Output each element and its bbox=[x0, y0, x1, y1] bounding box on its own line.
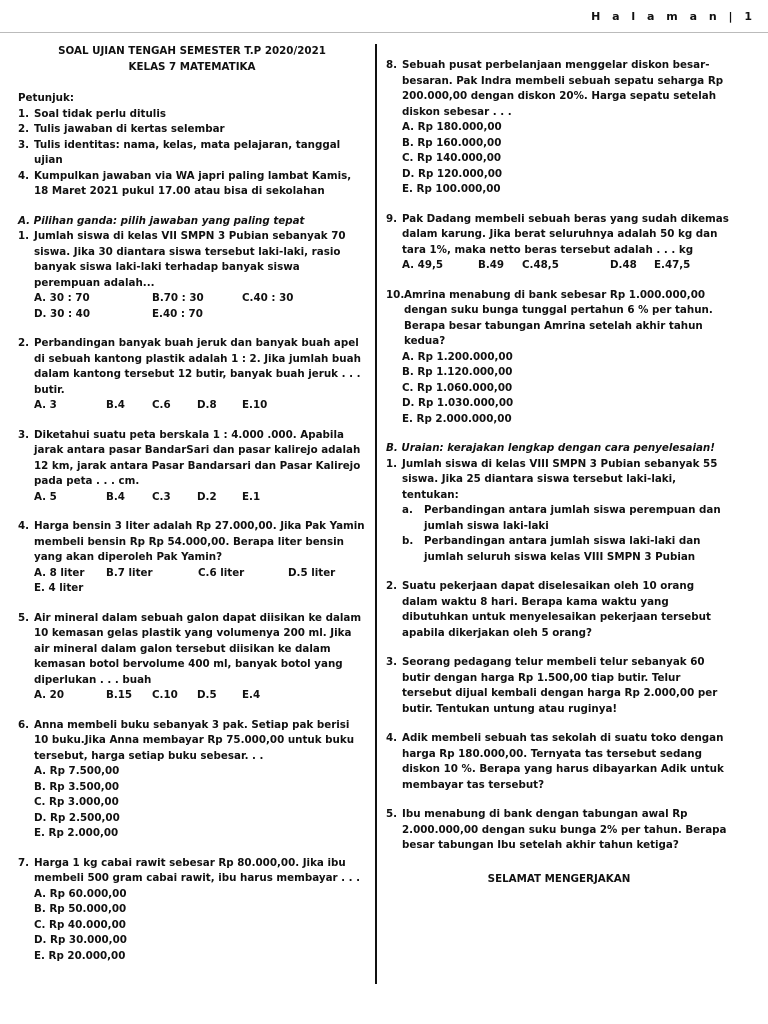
option-a: A. 3 bbox=[34, 399, 57, 411]
left-column bbox=[18, 44, 366, 964]
option-d: D.2 bbox=[197, 490, 217, 503]
option-c: C.10 bbox=[152, 689, 178, 701]
question-text: Harga bensin 3 liter adalah Rp 27.000,00. Jika Pak Yamin membeli bensin Rp Rp 54.000,00. Berapa liter bensin yang akan diperoleh Pak Yamin? bbox=[34, 520, 365, 563]
section-b-heading: B. Uraian: kerajakan lengkap dengan cara penyelesaian! bbox=[386, 442, 715, 454]
option-d: D. Rp 120.000,00 bbox=[402, 167, 503, 180]
question-text: Air mineral dalam sebuah galon dapat diisikan ke dalam 10 kemasan gelas plastik yang volumenya 200 ml. Jika air mineral dalam galon tersebut diisikan ke dalam kemasan botol bervolume 400 ml, banyak botol yang diperlukan . . . buah bbox=[34, 611, 362, 686]
option-a: A. 5 bbox=[34, 490, 57, 503]
option-b: B.49 bbox=[478, 259, 505, 271]
option-a: A. 49,5 bbox=[402, 259, 444, 271]
option-d: D.8 bbox=[197, 399, 217, 411]
option-d: D.5 liter bbox=[288, 566, 336, 579]
exam-subtitle: KELAS 7 MATEMATIKA bbox=[128, 60, 256, 73]
question-text: Suatu pekerjaan dapat diselesaikan oleh 10 orang dalam waktu 8 hari. Berapa kama waktu yang dibutuhkan untuk menyelesaikan pekerjaan tersebut apabila dikerjakan oleh 5 orang? bbox=[402, 580, 711, 639]
question-text: Seorang pedagang telur membeli telur sebanyak 60 butir dengan harga Rp 1.500,00 tiap butir. Telur tersebut dijual kembali dengan harga Rp 2.000,00 per butir. Tentukan untung atau ruginya! bbox=[402, 656, 718, 715]
option-c: C.3 bbox=[152, 490, 171, 503]
question-3: 3. Diketahui suatu peta berskala 1 : 4.000 .000. Apabila jarak antara pasar BandarSari dan pasar kalirejo adalah 12 km, jarak antara Pasar Bandarsari dan Pasar Kalirejo pada peta . . . cm. A. 5 B.4 C.3 D.2 E.1 bbox=[18, 428, 366, 506]
option-a: A. Rp 180.000,00 bbox=[402, 121, 502, 133]
closing-text: SELAMAT MENGERJAKAN bbox=[487, 872, 631, 885]
instruction-item: 2. Tulis jawaban di kertas selembar bbox=[18, 123, 225, 135]
question-2: 2. Perbandingan banyak buah jeruk dan banyak buah apel di sebuah kantong plastik adalah 1 : 2. Jika jumlah buah dalam kantong tersebut 12 butir, banyak buah jeruk . . . butir. A. 3 B.4 C.6 D.8 E.10 bbox=[18, 336, 366, 414]
option-b: B. Rp 50.000,00 bbox=[34, 903, 127, 915]
essay-subitem-a: a. Perbandingan antara jumlah siswa perempuan dan jumlah siswa laki-laki bbox=[402, 504, 721, 532]
option-c: C.6 liter bbox=[198, 566, 245, 579]
option-e: E. 4 liter bbox=[34, 582, 84, 594]
question-text: Jumlah siswa di kelas VIII SMPN 3 Pubian sebanyak 55 siswa. Jika 25 diantara siswa tersebut laki-laki, tentukan: bbox=[402, 457, 718, 501]
option-b: B.4 bbox=[106, 399, 125, 411]
option-a: A. Rp 1.200.000,00 bbox=[402, 350, 513, 363]
instruction-item: 4. Kumpulkan jawaban via WA japri paling lambat Kamis, 18 Maret 2021 pukul 17.00 atau bisa di sekolahan bbox=[18, 169, 352, 197]
question-9: 9. Pak Dadang membeli sebuah beras yang sudah dikemas dalam karung. Jika berat seluruhnya adalah 50 kg dan tara 1%, maka netto beras tersebut adalah . . . kg A. 49,5 B.49 C.48,5 D.48 E.47,5 bbox=[386, 212, 732, 274]
option-b: B. Rp 160.000,00 bbox=[402, 136, 502, 149]
option-c: C. Rp 140.000,00 bbox=[402, 152, 502, 164]
answer-options bbox=[18, 490, 366, 506]
option-b: B.15 bbox=[106, 689, 133, 701]
option-e: E. Rp 2.000.000,00 bbox=[402, 412, 512, 425]
option-c: C. Rp 1.060.000,00 bbox=[402, 381, 513, 394]
instructions-title: Petunjuk: bbox=[18, 92, 74, 104]
question-text: Harga 1 kg cabai rawit sebesar Rp 80.000,00. Jika ibu membeli 500 gram cabai rawit, ibu harus membayar . . . bbox=[34, 856, 361, 884]
option-d: D. Rp 30.000,00 bbox=[34, 934, 127, 946]
question-6: 6. Anna membeli buku sebanyak 3 pak. Setiap pak berisi 10 buku.Jika Anna membayar Rp 75.000,00 untuk buku tersebut, harga setiap buku sebesar. . . A. Rp 7.500,00 B. Rp 3.500,00 C. Rp 3.000,00 D. Rp 2.500,00 E. Rp 2.000,00 bbox=[18, 718, 366, 842]
answer-options bbox=[18, 398, 366, 414]
question-text: Amrina menabung di bank sebesar Rp 1.000.000,00 dengan suku bunga tunggal pertahun 6 % per tahun. Berapa besar tabungan Amrina setelah akhir tahun kedua? bbox=[404, 288, 713, 347]
instructions-list bbox=[18, 107, 366, 200]
essay-1: 1. Jumlah siswa di kelas VIII SMPN 3 Pubian sebanyak 55 siswa. Jika 25 diantara siswa tersebut laki-laki, tentukan: a. Perbandingan antara jumlah siswa perempuan dan jumlah siswa laki-laki b. Perbandingan antara jumlah siswa laki-laki dan jumlah seluruh siswa kelas VIII SMPN 3 Pubian bbox=[386, 457, 732, 566]
option-c: C.40 : 30 bbox=[242, 292, 294, 304]
question-text: Adik membeli sebuah tas sekolah di suatu toko dengan harga Rp 180.000,00. Ternyata tas tersebut sedang diskon 10 %. Berapa yang harus dibayarkan Adik untuk membayar tas tersebut? bbox=[402, 732, 724, 791]
option-d: D.48 bbox=[610, 259, 637, 271]
question-text: Sebuah pusat perbelanjaan menggelar diskon besar-besaran. Pak Indra membeli sebuah sepatu seharga Rp 200.000,00 dengan diskon 20%. Harga sepatu setelah diskon sebesar . . . bbox=[402, 59, 724, 118]
section-a-heading: A. Pilihan ganda: pilih jawaban yang paling tepat bbox=[18, 214, 305, 227]
option-b: B. Rp 1.120.000,00 bbox=[402, 366, 513, 378]
option-d: D. Rp 1.030.000,00 bbox=[402, 397, 514, 409]
option-b: B.7 liter bbox=[106, 566, 153, 579]
question-4: 4. Harga bensin 3 liter adalah Rp 27.000,00. Jika Pak Yamin membeli bensin Rp Rp 54.000,00. Berapa liter bensin yang akan diperoleh Pak Yamin? A. 8 liter B.7 liter C.6 liter D.5 liter E. 4 liter bbox=[18, 519, 366, 597]
option-e: E.1 bbox=[242, 490, 261, 503]
answer-options bbox=[18, 566, 366, 582]
option-d: D. 30 : 40 bbox=[34, 307, 90, 320]
essay-4: 4. Adik membeli sebuah tas sekolah di suatu toko dengan harga Rp 180.000,00. Ternyata tas tersebut sedang diskon 10 %. Berapa yang harus dibayarkan Adik untuk membayar tas tersebut? bbox=[386, 731, 732, 793]
essay-3: 3. Seorang pedagang telur membeli telur sebanyak 60 butir dengan harga Rp 1.500,00 tiap butir. Telur tersebut dijual kembali dengan harga Rp 2.000,00 per butir. Tentukan untung atau ruginya! bbox=[386, 655, 732, 717]
option-b: B.70 : 30 bbox=[152, 292, 204, 304]
option-e: E.4 bbox=[242, 689, 261, 701]
option-c: C. Rp 40.000,00 bbox=[34, 918, 126, 931]
option-e: E. Rp 20.000,00 bbox=[34, 949, 126, 962]
option-c: C.48,5 bbox=[522, 259, 559, 271]
option-e: E.40 : 70 bbox=[152, 307, 203, 320]
option-c: C. Rp 3.000,00 bbox=[34, 796, 119, 808]
option-a: A. Rp 60.000,00 bbox=[34, 887, 127, 900]
option-d: D. Rp 2.500,00 bbox=[34, 811, 120, 824]
right-column bbox=[386, 44, 732, 887]
option-a: A. 30 : 70 bbox=[34, 292, 90, 304]
option-e: E. Rp 2.000,00 bbox=[34, 827, 119, 839]
option-b: B.4 bbox=[106, 490, 125, 503]
answer-options bbox=[18, 291, 366, 307]
essay-2: 2. Suatu pekerjaan dapat diselesaikan oleh 10 orang dalam waktu 8 hari. Berapa kama waktu yang dibutuhkan untuk menyelesaikan pekerjaan tersebut apabila dikerjakan oleh 5 orang? bbox=[386, 579, 732, 641]
question-5: 5. Air mineral dalam sebuah galon dapat diisikan ke dalam 10 kemasan gelas plastik yang volumenya 200 ml. Jika air mineral dalam galon tersebut diisikan ke dalam kemasan botol bervolume 400 ml, banyak botol yang diperlukan . . . buah A. 20 B.15 C.10 D.5 E.4 bbox=[18, 611, 366, 704]
option-e: E. Rp 100.000,00 bbox=[402, 183, 501, 195]
option-c: C.6 bbox=[152, 399, 171, 411]
instruction-item: 3. Tulis identitas: nama, kelas, mata pelajaran, tanggal ujian bbox=[18, 138, 341, 166]
option-e: E.47,5 bbox=[654, 259, 691, 271]
option-b: B. Rp 3.500,00 bbox=[34, 780, 120, 793]
column-divider bbox=[375, 44, 377, 984]
question-1: 1. Jumlah siswa di kelas VII SMPN 3 Pubian sebanyak 70 siswa. Jika 30 diantara siswa tersebut laki-laki, rasio banyak siswa laki-laki terhadap banyak siswa perempuan adalah... A. 30 : 70 B.70 : 30 C.40 : 30 D. 30 : 40 E.40 : 70 bbox=[18, 229, 366, 322]
instruction-item: 1. Soal tidak perlu ditulis bbox=[18, 107, 166, 120]
essay-subitem-b: b. Perbandingan antara jumlah siswa laki-laki dan jumlah seluruh siswa kelas VIII SMPN 3 Pubian bbox=[402, 535, 701, 563]
answer-options bbox=[386, 258, 732, 274]
question-text: Pak Dadang membeli sebuah beras yang sudah dikemas dalam karung. Jika berat seluruhnya adalah 50 kg dan tara 1%, maka netto beras tersebut adalah . . . kg bbox=[402, 212, 729, 256]
question-text: Jumlah siswa di kelas VII SMPN 3 Pubian sebanyak 70 siswa. Jika 30 diantara siswa tersebut laki-laki, rasio banyak siswa laki-laki terhadap banyak siswa perempuan adalah... bbox=[34, 230, 346, 289]
question-7: 7. Harga 1 kg cabai rawit sebesar Rp 80.000,00. Jika ibu membeli 500 gram cabai rawit, ibu harus membayar . . . A. Rp 60.000,00 B. Rp 50.000,00 C. Rp 40.000,00 D. Rp 30.000,00 E. Rp 20.000,00 bbox=[18, 856, 366, 965]
exam-title: SOAL UJIAN TENGAH SEMESTER T.P 2020/2021 bbox=[58, 45, 326, 57]
question-8: 8. Sebuah pusat perbelanjaan menggelar diskon besar-besaran. Pak Indra membeli sebuah sepatu seharga Rp 200.000,00 dengan diskon 20%. Harga sepatu setelah diskon sebesar . . . A. Rp 180.000,00 B. Rp 160.000,00 C. Rp 140.000,00 D. Rp 120.000,00 E. Rp 100.000,00 bbox=[386, 58, 732, 198]
header-rule bbox=[0, 32, 768, 33]
essay-5: 5. Ibu menabung di bank dengan tabungan awal Rp 2.000.000,00 dengan suku bunga 2% per tahun. Berapa besar tabungan Ibu setelah akhir tahun ketiga? bbox=[386, 807, 732, 854]
question-text: Perbandingan banyak buah jeruk dan banyak buah apel di sebuah kantong plastik adalah 1 : 2. Jika jumlah buah dalam kantong tersebut 12 butir, banyak buah jeruk . . . butir. bbox=[34, 337, 361, 396]
question-10: 10. Amrina menabung di bank sebesar Rp 1.000.000,00 dengan suku bunga tunggal pertahun 6 % per tahun. Berapa besar tabungan Amrina setelah akhir tahun kedua? A. Rp 1.200.000,00 B. Rp 1.120.000,00 C. Rp 1.060.000,00 D. Rp 1.030.000,00 E. Rp 2.000.000,00 bbox=[386, 288, 732, 428]
option-d: D.5 bbox=[197, 689, 217, 701]
option-a: A. 20 bbox=[34, 689, 64, 701]
page-number: H a l a m a n | 1 bbox=[591, 10, 756, 23]
answer-options bbox=[18, 688, 366, 704]
option-a: A. Rp 7.500,00 bbox=[34, 765, 120, 777]
option-e: E.10 bbox=[242, 399, 268, 411]
option-a: A. 8 liter bbox=[34, 566, 85, 579]
question-text: Ibu menabung di bank dengan tabungan awal Rp 2.000.000,00 dengan suku bunga 2% per tahun. Berapa besar tabungan Ibu setelah akhir tahun ketiga? bbox=[402, 808, 727, 851]
answer-options bbox=[18, 307, 366, 323]
question-text: Diketahui suatu peta berskala 1 : 4.000 .000. Apabila jarak antara pasar BandarSari dan pasar kalirejo adalah 12 km, jarak antara Pasar Bandarsari dan Pasar Kalirejo pada peta . . . cm. bbox=[34, 428, 361, 487]
question-text: Anna membeli buku sebanyak 3 pak. Setiap pak berisi 10 buku.Jika Anna membayar Rp 75.000,00 untuk buku tersebut, harga setiap buku sebesar. . . bbox=[34, 718, 355, 762]
